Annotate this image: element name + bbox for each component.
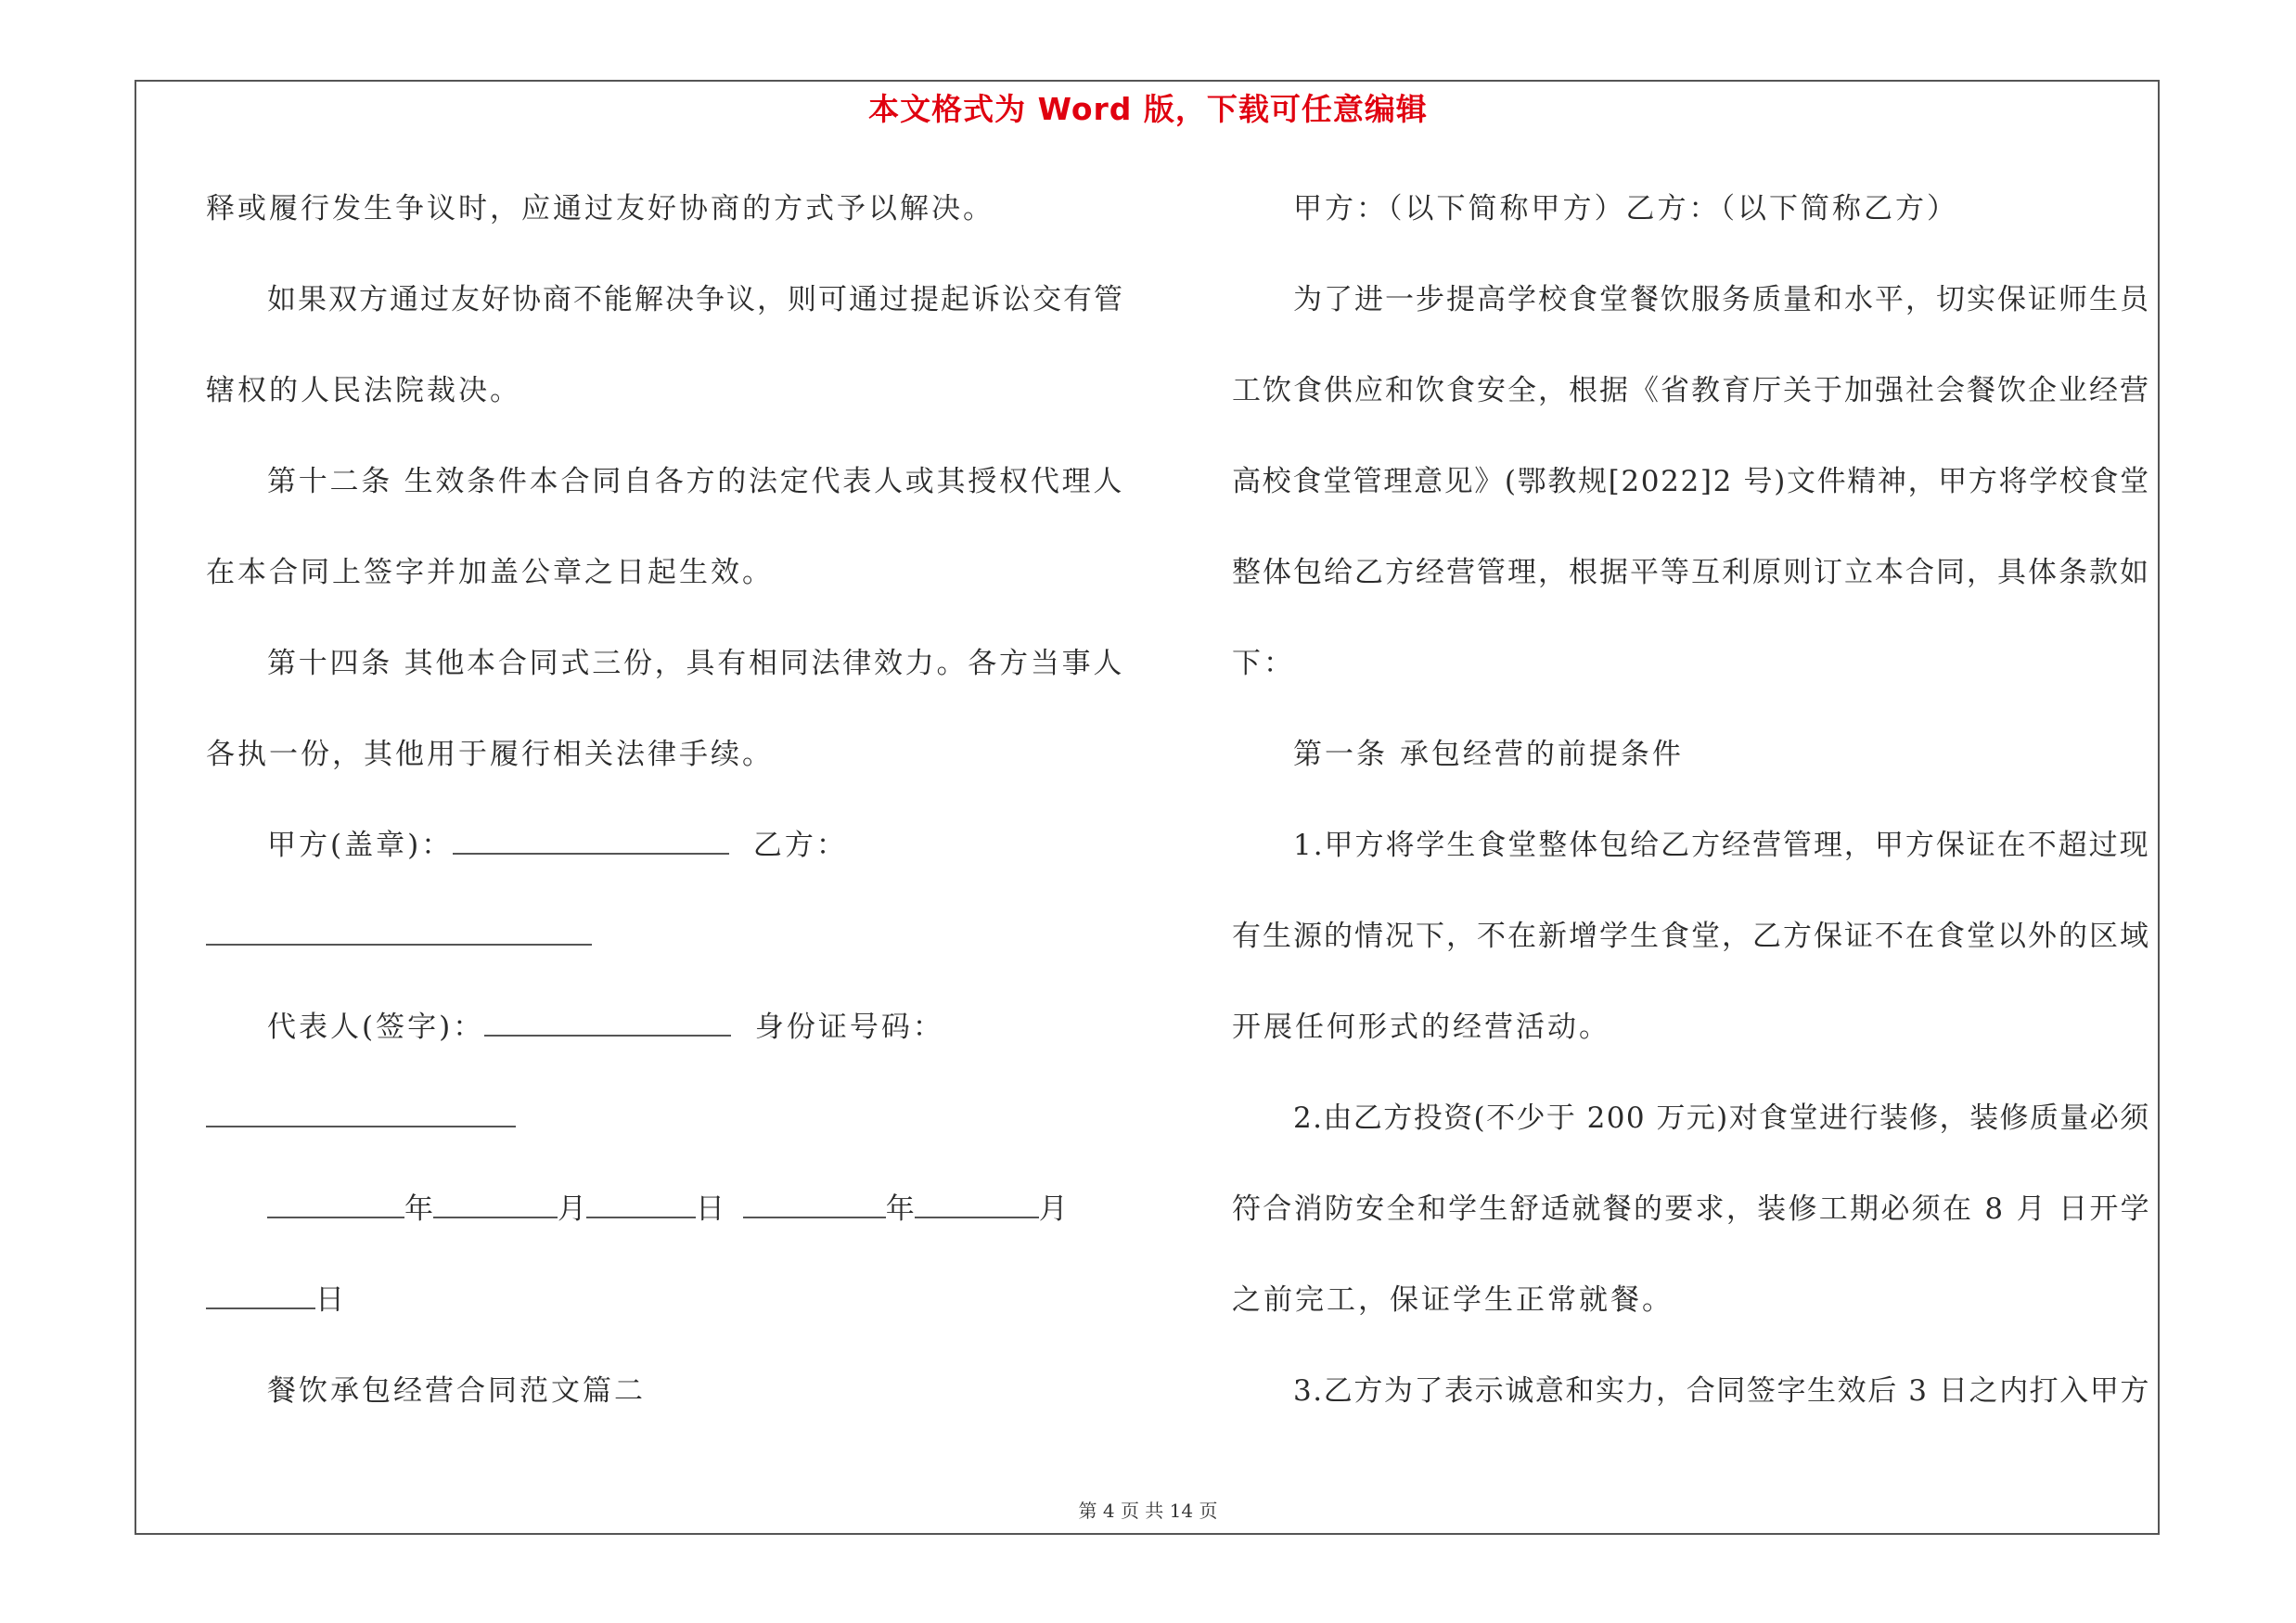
paragraph-line: 辖权的人民法院裁决。: [206, 374, 521, 407]
paragraph-line: 1.甲方将学生食堂整体包给乙方经营管理，甲方保证在不超过现: [1293, 829, 2150, 862]
month-blank: [433, 1189, 558, 1218]
month-label: 月: [558, 1192, 586, 1226]
party-a-blank: [453, 825, 729, 855]
party-b-blank: [206, 916, 592, 946]
paragraph-line: 甲方：（以下简称甲方）乙方：（以下简称乙方）: [1293, 192, 1958, 225]
day-label: 日: [696, 1192, 725, 1226]
party-b-label: 乙方：: [752, 829, 848, 862]
year-label: 年: [885, 1192, 915, 1226]
format-banner: [0, 85, 2296, 134]
representative-blank: [484, 1007, 731, 1037]
id-number-label: 身份证号码：: [754, 1011, 944, 1044]
paragraph-line: 第十二条 生效条件本合同自各方的法定代表人或其授权代理人: [267, 465, 1125, 498]
month-label: 月: [1038, 1192, 1068, 1226]
year-blank: [267, 1189, 404, 1218]
date-line: [267, 1186, 1068, 1232]
signature-line-rep: [267, 1004, 944, 1050]
representative-label: 代表人(签字)：: [267, 1011, 485, 1044]
day-blank: [206, 1280, 315, 1309]
paragraph-line: 下：: [1232, 647, 1295, 680]
month-blank: [915, 1189, 1039, 1218]
section-heading: 餐饮承包经营合同范文篇二: [267, 1374, 646, 1408]
paragraph-line: 整体包给乙方经营管理，根据平等互利原则订立本合同，具体条款如: [1232, 556, 2150, 589]
paragraph-line: 符合消防安全和学生舒适就餐的要求，装修工期必须在 8 月 日开学: [1232, 1192, 2151, 1226]
paragraph-line: 2.由乙方投资(不少于 200 万元)对食堂进行装修，装修质量必须: [1293, 1101, 2150, 1135]
paragraph-line: 如果双方通过友好协商不能解决争议，则可通过提起诉讼交有管: [267, 283, 1124, 316]
paragraph-line: 之前完工，保证学生正常就餐。: [1232, 1283, 1674, 1317]
paragraph-line: 高校食堂管理意见》(鄂教规[2022]2 号)文件精神，甲方将学校食堂: [1232, 465, 2150, 498]
party-a-label: 甲方(盖章)：: [267, 829, 454, 862]
paragraph-line: 为了进一步提高学校食堂餐饮服务质量和水平，切实保证师生员: [1293, 283, 2150, 316]
paragraph-line: 工饮食供应和饮食安全，根据《省教育厅关于加强社会餐饮企业经营: [1232, 374, 2150, 407]
id-number-blank: [206, 1098, 516, 1127]
section-heading: 第一条 承包经营的前提条件: [1293, 738, 1684, 771]
day-label: 日: [315, 1283, 344, 1317]
paragraph-line: 各执一份，其他用于履行相关法律手续。: [206, 738, 774, 771]
paragraph-line: 有生源的情况下，不在新增学生食堂，乙方保证不在食堂以外的区域: [1232, 920, 2150, 953]
paragraph-line: 3.乙方为了表示诚意和实力，合同签字生效后 3 日之内打入甲方: [1293, 1374, 2151, 1408]
year-label: 年: [404, 1192, 433, 1226]
date-line: [206, 1277, 344, 1323]
paragraph-line: 开展任何形式的经营活动。: [1232, 1011, 1610, 1044]
signature-line-party: [267, 822, 848, 869]
paragraph-line: 在本合同上签字并加盖公章之日起生效。: [206, 556, 774, 589]
blank-line: [206, 913, 592, 960]
paragraph-line: 第十四条 其他本合同式三份，具有相同法律效力。各方当事人: [267, 647, 1125, 680]
blank-line: [206, 1095, 516, 1141]
day-blank: [586, 1189, 696, 1218]
paragraph-line: 释或履行发生争议时，应通过友好协商的方式予以解决。: [206, 192, 994, 225]
banner-text: 本文格式为 Word 版，下载可任意编辑: [868, 91, 1428, 127]
page-number: 第 4 页 共 14 页: [1078, 1500, 1218, 1522]
year-blank: [743, 1189, 886, 1218]
